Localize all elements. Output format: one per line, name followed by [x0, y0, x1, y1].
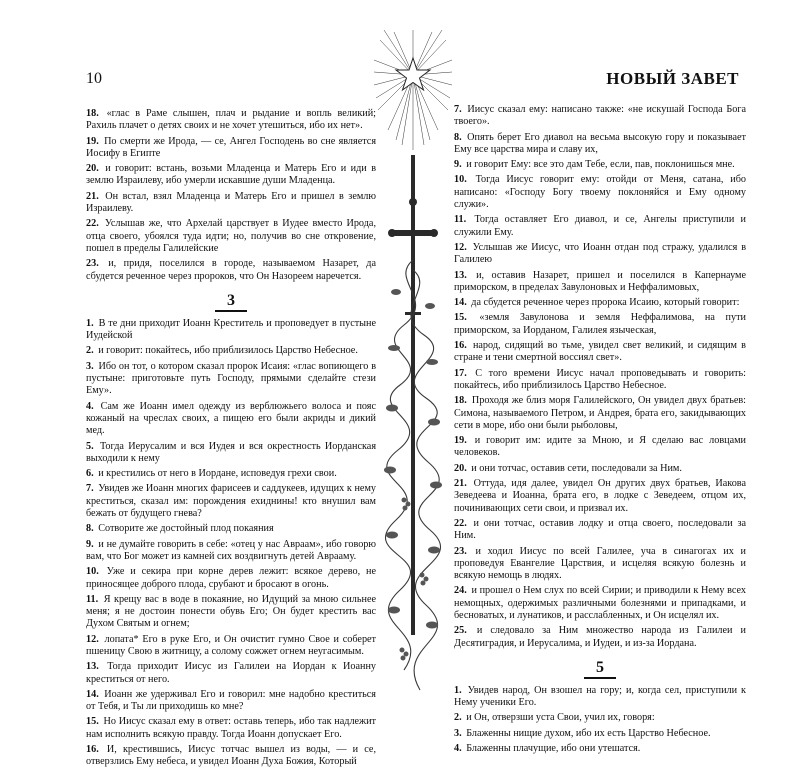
verse-text: Ибо он тот, о котором сказал пророк Исаия: «глас вопиющего в пустыне: приготовьте путь Господу, прямыми сделайте стези Ему». [86, 360, 376, 397]
left-text-column [86, 108, 377, 768]
verse-text: «земля Завулонова и земля Неффалимова, на пути приморском, за Иорданом, Галилея языческая, [454, 312, 746, 336]
verse-text: Блаженны нищие духом, ибо их есть Царство Небесное. [466, 727, 711, 739]
verse-text: и крестились от него в Иордане, исповедуя грехи свои. [98, 468, 337, 480]
verse-number: 19. [454, 435, 467, 447]
verse-number: 6. [86, 468, 94, 480]
chapter-number: 3 [215, 293, 247, 312]
verse-text: Услышав же Иисус, что Иоанн отдан под стражу, удалился в Галилею [454, 241, 747, 266]
verse-number: 20. [454, 462, 467, 474]
verse [454, 685, 746, 710]
right-block-2 [454, 685, 746, 755]
verse-number: 8. [454, 131, 462, 143]
verse [86, 566, 376, 591]
verse-number: 11. [454, 214, 467, 226]
verse-text: С того времени Иисус начал проповедывать и говорить: покайтесь, ибо приблизилось Царство Небесное. [454, 367, 746, 391]
verse-text: и следовало за Ним множество народа из Галилеи и Десятиградия, и Иерусалима, и Иудеи, и из-за Иордана. [454, 625, 746, 649]
verse-number: 7. [454, 104, 462, 115]
verse-number: 1. [86, 317, 94, 329]
verse [86, 594, 376, 631]
verse-text: и ходил Иисус по всей Галилее, уча в синагогах их и проповедуя Евангелие Царствия, и исцеляя всякую болезнь и всякую немощь в людях. [454, 545, 747, 582]
verse-number: 20. [86, 163, 99, 175]
verse [86, 163, 376, 188]
verse-text: Он встал, взял Младенца и Матерь Его и пришел в землю Израилеву. [86, 190, 376, 215]
verse-text: Тогда Иисус говорит ему: отойди от Меня, сатана, ибо написано: «Господу Богу твоему поклоняйся и Ему одному служи». [454, 174, 746, 211]
verse-text: Тогда оставляет Его диавол, и се, Ангелы приступили и служили Ему. [454, 214, 746, 238]
verse [86, 539, 376, 564]
verse-text: и, оставив Назарет, пришел и поселился в Капернауме приморском, в пределах Завулоновых и Неффалимовых, [454, 269, 746, 293]
verse-text: Опять берет Его диавол на весьма высокую гору и показывает Ему все царства мира и славу их, [454, 131, 747, 155]
verse-number: 14. [454, 297, 467, 309]
verse-text: Проходя же близ моря Галилейского, Он увидел двух братьев: Симона, называемого Петром, и Андрея, брата его, закидывающих сети в море, ибо они были рыболовы, [454, 395, 747, 431]
verse [86, 136, 376, 161]
running-head: НОВЫЙ ЗАВЕТ [606, 69, 739, 88]
verse [454, 368, 746, 393]
verse-text: и говорит: покайтесь, ибо приблизилось Царство Небесное. [98, 345, 358, 357]
verse-text: и говорит Ему: все это дам Тебе, если, пав, поклонишься мне. [466, 159, 735, 171]
verse-text: В те дни приходит Иоанн Креститель и проповедует в пустыне Иудейской [86, 317, 377, 342]
verse [454, 104, 746, 129]
verse [454, 159, 746, 171]
verse-text: народ, сидящий во тьме, увидел свет великий, и сидящим в стране и тени смертной воссиял свет». [454, 340, 746, 364]
verse-text: Сотворите же достойный плод покаяния [98, 523, 274, 535]
verse-text: Но Иисус сказал ему в ответ: оставь теперь, ибо так надлежит нам исполнить всякую правду. Тогда Иоанн допускает Его. [86, 716, 376, 740]
verse [454, 174, 746, 211]
verse [454, 625, 746, 650]
verse-text: и не думайте говорить в себе: «отец у нас Авраам», ибо говорю вам, что Бог может из камней сих воздвигнуть детей Аврааму. [86, 538, 377, 562]
verse-number: 12. [454, 241, 467, 253]
verse [454, 270, 746, 295]
verse-text: Тогда Иерусалим и вся Иудея и вся окрестность Иорданская выходили к нему [86, 440, 377, 464]
verse [454, 518, 746, 543]
verse [454, 395, 746, 432]
verse [86, 345, 376, 357]
verse-number: 18. [454, 395, 467, 407]
verse [454, 242, 746, 267]
verse [86, 483, 376, 520]
verse-text: и они тотчас, оставив лодку и отца своего, последовали за Ним. [454, 517, 747, 542]
verse-number: 21. [454, 478, 467, 490]
verse-number: 10. [454, 174, 467, 186]
verse [86, 634, 376, 659]
verse-number: 3. [86, 360, 94, 372]
verse-number: 15. [86, 716, 99, 728]
verse-number: 8. [86, 523, 94, 535]
verse-number: 1. [454, 684, 462, 696]
verse-number: 15. [454, 312, 467, 324]
verse [454, 712, 746, 724]
verse-text: Я крещу вас в воде в покаяние, но Идущий за мною сильнее меня; я не достоин понести обувь Его; Он будет крестить вас Духом Святым и огнем; [86, 593, 376, 630]
verse-number: 12. [86, 633, 99, 645]
left-block-2 [86, 318, 376, 769]
verse-text: По смерти же Ирода, — се, Ангел Господень во сне является Иосифу в Египте [86, 135, 377, 159]
verse [86, 361, 376, 398]
verse-number: 17. [454, 367, 467, 379]
verse-text: Иоанн же удерживал Его и говорил: мне надобно креститься от Тебя, и Ты ли приходишь ко мне? [86, 688, 376, 713]
verse-number: 16. [86, 744, 99, 756]
verse-text: да сбудется реченное через пророка Исаию, который говорит: [471, 297, 740, 309]
verse-number: 2. [86, 345, 94, 357]
verse-number: 19. [86, 135, 99, 147]
cross [388, 155, 438, 635]
verse [454, 585, 746, 622]
verse-number: 9. [454, 159, 462, 171]
verse-text: Иисус сказал ему: написано также: «не искушай Господа Бога твоего». [454, 104, 746, 128]
verse-text: Оттуда, идя далее, увидел Он других двух братьев, Иакова Зеведеева и Иоанна, брата его, в лодке с Зеведеем, отцом их, починивающих сети свои, и призвал их. [454, 478, 747, 514]
verse-number: 22. [86, 218, 99, 230]
verse [454, 297, 746, 309]
verse-text: Увидев народ, Он взошел на гору; и, когда сел, приступили к Нему ученики Его. [454, 684, 747, 709]
verse-number: 4. [454, 743, 462, 755]
verse-number: 4. [86, 400, 94, 412]
verse [86, 716, 376, 741]
verse-number: 24. [454, 585, 467, 597]
verse-number: 7. [86, 483, 94, 495]
verse [86, 661, 376, 686]
chapter-heading [454, 660, 746, 679]
verse-text: «глас в Раме слышен, плач и рыдание и вопль великий; Рахиль плачет о детях своих и не хочет утешиться, ибо их нет». [86, 108, 377, 132]
verse-number: 3. [454, 727, 462, 739]
verse [454, 478, 746, 515]
left-block-1 [86, 108, 376, 283]
verse-text: И, крестившись, Иисус тотчас вышел из воды, — и се, отверзлись Ему небеса, и увидел Иоанн Духа Божия, Который [86, 744, 376, 768]
verse-text: и говорит: встань, возьми Младенца и Матерь Его и иди в землю Израилеву, ибо умерли искавшие души Младенца. [86, 163, 377, 187]
verse [454, 743, 746, 755]
verse-number: 13. [454, 269, 467, 281]
verse-number: 9. [86, 538, 94, 550]
verse-text: и прошел о Нем слух по всей Сирии; и приводили к Нему всех немощных, одержимых различными болезнями и припадками, и бесноватых, и лунатиков, и расслабленных, и Он исцелял их. [454, 585, 746, 621]
verse [86, 191, 376, 216]
verse-text: Увидев же Иоанн многих фарисеев и саддукеев, идущих к нему креститься, сказал им: порождения ехиднины! кто внушил вам бежать от будущего гнева? [86, 483, 376, 520]
verse-number: 18. [86, 108, 99, 119]
verse-number: 21. [86, 190, 99, 202]
verse [454, 214, 746, 239]
verse [86, 523, 376, 535]
verse-text: и они тотчас, оставив сети, последовали за Ним. [471, 462, 682, 474]
verse-number: 23. [86, 258, 99, 270]
verse-text: Сам же Иоанн имел одежду из верблюжьего волоса и пояс кожаный на чреслах своих, а пищею его были акриды и дикий мед. [86, 400, 376, 437]
verse-text: Тогда приходит Иисус из Галилеи на Иордан к Иоанну креститься от него. [86, 661, 377, 685]
verse [454, 728, 746, 740]
verse-text: Услышав же, что Архелай царствует в Иудее вместо Ирода, отца своего, убоялся туда идти; но, получив во сне откровение, пошел в пределы Галилейские [86, 218, 376, 254]
verse [86, 441, 376, 466]
verse-text: и, придя, поселился в городе, называемом Назарет, да сбудется реченное через пророков, что Он Назореем наречется. [86, 258, 376, 282]
verse [454, 546, 746, 583]
verse-number: 23. [454, 545, 467, 557]
chapter-heading [86, 293, 376, 312]
verse [86, 468, 376, 480]
verse [86, 744, 376, 769]
verse-text: Уже и секира при корне дерев лежит: всякое дерево, не приносящее доброго плода, срубают и бросают в огонь. [86, 566, 376, 590]
verse-number: 10. [86, 566, 99, 578]
verse [86, 318, 376, 343]
verse-number: 16. [454, 340, 467, 352]
right-block-1 [454, 104, 746, 650]
verse [86, 689, 376, 714]
verse-number: 13. [86, 661, 99, 673]
verse [454, 435, 746, 460]
verse [454, 132, 746, 157]
verse [86, 258, 376, 283]
verse [454, 340, 746, 365]
verse [86, 401, 376, 438]
verse-number: 14. [86, 688, 99, 700]
verse-number: 11. [86, 593, 99, 605]
star-cross-vine-ornament-icon [374, 30, 452, 706]
verse-number: 25. [454, 625, 467, 637]
verse-text: Блаженны плачущие, ибо они утешатся. [466, 743, 641, 755]
verse [454, 312, 746, 337]
verse [454, 463, 746, 475]
chapter-number: 5 [584, 660, 616, 679]
star-rays [374, 30, 452, 150]
verse [86, 218, 376, 255]
verse-text: и Он, отверзши уста Свои, учил их, говоря: [466, 712, 655, 724]
verse-number: 2. [454, 712, 462, 724]
verse-text: и говорит им: идите за Мною, и Я сделаю вас ловцами человеков. [454, 435, 747, 459]
verse-number: 5. [86, 440, 94, 452]
verse-text: лопата* Его в руке Его, и Он очистит гумно Свое и соберет пшеницу Свою в житницу, а солому сожжет огнем неугасимым. [86, 633, 377, 657]
right-text-column [454, 104, 747, 755]
verse [86, 108, 376, 133]
page-number: 10 [86, 70, 102, 87]
verse-number: 22. [454, 517, 467, 529]
